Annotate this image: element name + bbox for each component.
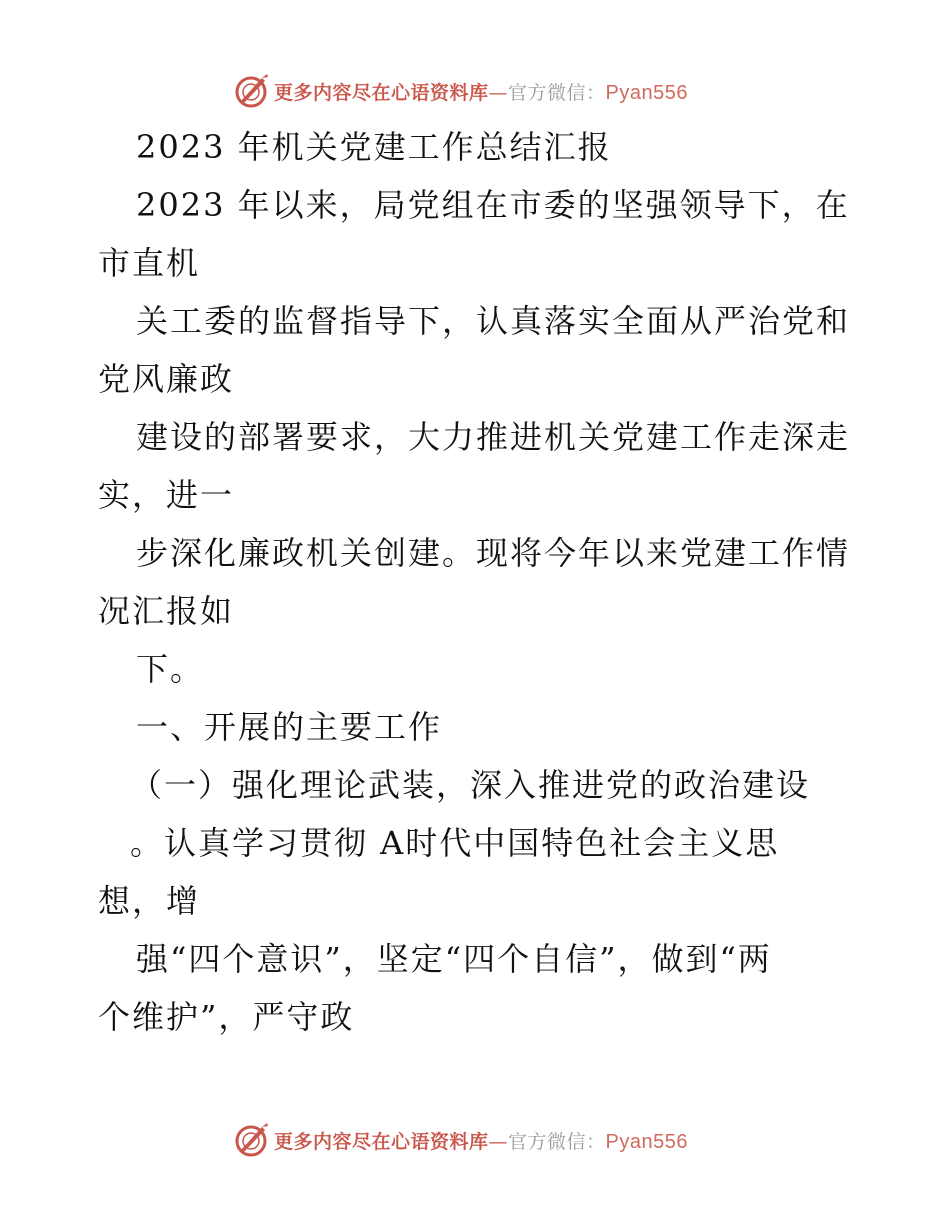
banner-dash: — bbox=[488, 81, 509, 104]
header-watermark-banner bbox=[232, 72, 688, 110]
banner-wechat-label: 官方微信： bbox=[508, 1130, 606, 1153]
banner-wechat-id: Pyan556 bbox=[605, 1130, 688, 1153]
section-heading: 一、开展的主要工作 bbox=[136, 708, 443, 746]
paragraph-line: 个维护”，严守政 bbox=[98, 998, 355, 1036]
document-body bbox=[98, 118, 878, 1046]
document-title: 2023 年机关党建工作总结汇报 bbox=[136, 128, 612, 166]
paragraph-line: 2023 年以来，局党组在市委的坚强领导下，在 bbox=[136, 186, 850, 224]
banner-main-text: 更多内容尽在心语资料库 bbox=[274, 81, 489, 104]
paragraph-line: 强“四个意识”，坚定“四个自信”，做到“两 bbox=[136, 940, 772, 978]
paragraph-line: 关工委的监督指导下，认真落实全面从严治党和 bbox=[136, 302, 851, 340]
paragraph-line: 建设的部署要求，大力推进机关党建工作走深走 bbox=[136, 418, 851, 456]
banner-text bbox=[274, 1127, 688, 1154]
paragraph-line: 想，增 bbox=[98, 882, 201, 920]
banner-wechat-label: 官方微信： bbox=[508, 81, 606, 104]
paragraph-line: 步深化廉政机关创建。现将今年以来党建工作情 bbox=[136, 534, 851, 572]
banner-text bbox=[274, 78, 688, 105]
subsection-heading: （一）强化理论武装，深入推进党的政治建设 bbox=[130, 766, 811, 804]
quill-seal-logo-icon bbox=[232, 72, 270, 110]
paragraph-line: 市直机 bbox=[98, 244, 201, 282]
footer-watermark-banner bbox=[232, 1121, 688, 1159]
paragraph-line: 实，进一 bbox=[98, 476, 235, 514]
banner-main-text: 更多内容尽在心语资料库 bbox=[274, 1130, 489, 1153]
banner-wechat-id: Pyan556 bbox=[605, 81, 688, 104]
paragraph-line: 。认真学习贯彻 A时代中国特色社会主义思 bbox=[130, 824, 780, 862]
paragraph-line: 况汇报如 bbox=[98, 592, 235, 630]
paragraph-line: 党风廉政 bbox=[98, 360, 235, 398]
banner-dash: — bbox=[488, 1130, 509, 1153]
quill-seal-logo-icon bbox=[232, 1121, 270, 1159]
paragraph-line: 下。 bbox=[136, 650, 205, 688]
